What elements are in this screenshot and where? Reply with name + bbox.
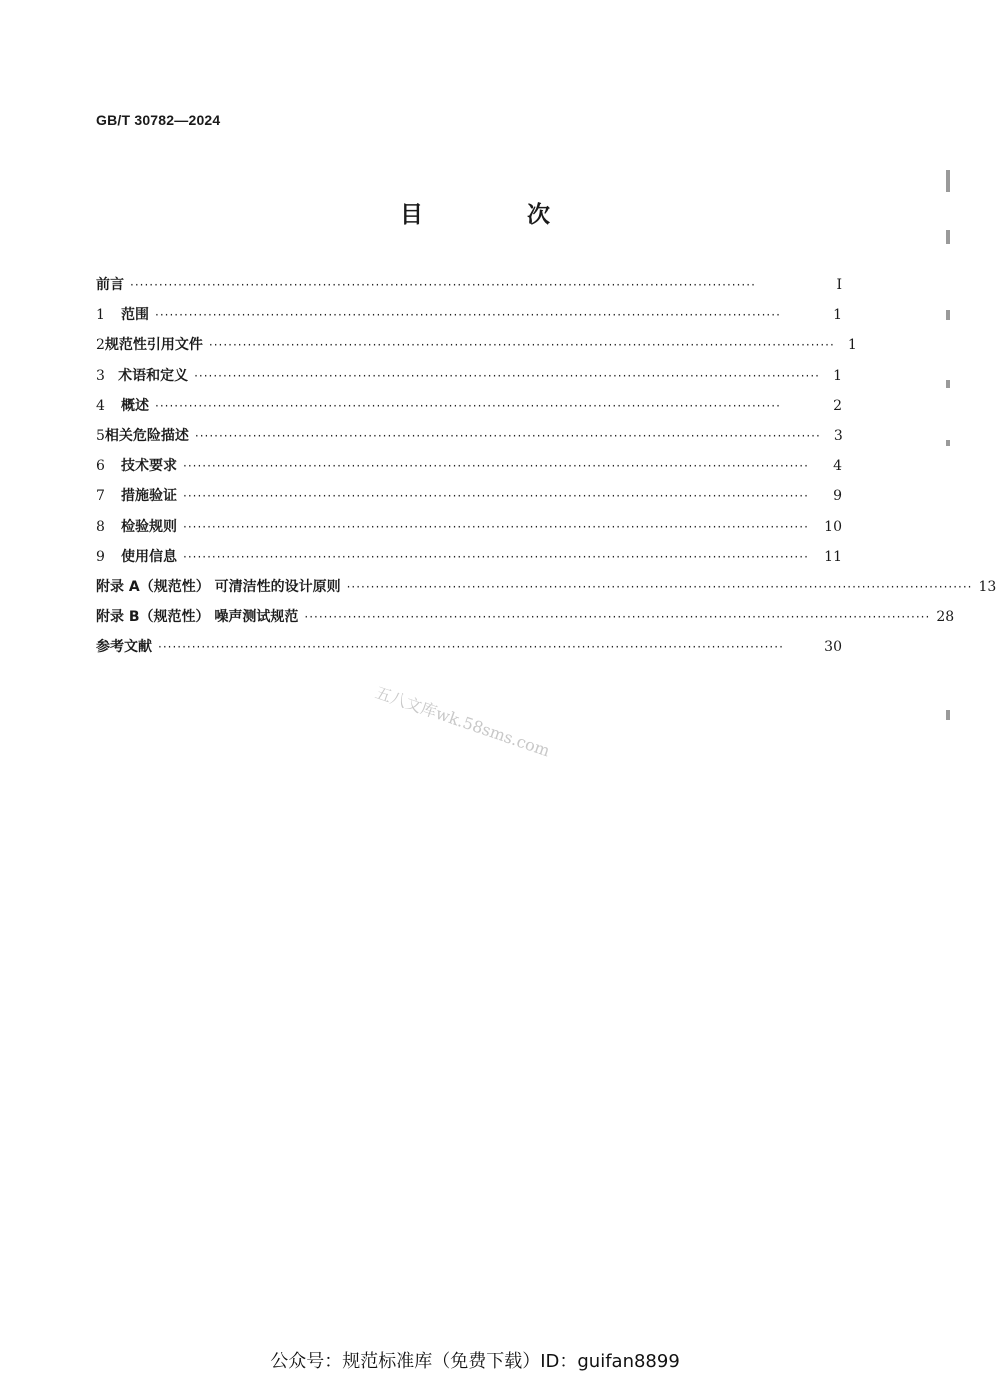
toc-entry-bibliography[interactable] [96, 636, 842, 666]
toc-entry-overview[interactable] [96, 395, 842, 425]
toc-entry-number: 7 [96, 488, 105, 505]
toc-entry-terms[interactable] [96, 365, 842, 395]
toc-entry-number: 8 [96, 518, 105, 535]
toc-leader-dots: ·································································································································· [155, 308, 781, 323]
toc-entry-page: 1 [833, 367, 842, 384]
toc-entry-number: 2 [96, 337, 105, 354]
toc-leader-dots: ·································································································································· [183, 549, 809, 564]
toc-entry-label: 前言 [96, 277, 124, 293]
toc-entry-label: 技术要求 [121, 458, 177, 475]
toc-entry-page: 4 [833, 458, 842, 475]
toc-entry-page: 9 [833, 488, 842, 505]
toc-leader-dots: ·································································································································· [304, 610, 931, 625]
toc-entry-page: 28 [936, 609, 955, 626]
toc-entry-label: 检验规则 [121, 518, 177, 535]
toc-entry-label: 附录 A（规范性） 可清洁性的设计原则 [96, 578, 341, 595]
toc-entry-annex-a[interactable] [96, 576, 996, 606]
toc-leader-dots: ·································································································································· [158, 640, 784, 655]
toc-entry-hazards[interactable] [96, 425, 842, 455]
toc-leader-dots: ·································································································································· [208, 338, 835, 353]
toc-leader-dots: ·································································································································· [183, 489, 809, 504]
toc-entry-number: 6 [96, 458, 105, 475]
toc-entry-annex-b[interactable] [96, 606, 955, 636]
toc-entry-label: 范围 [121, 307, 149, 324]
toc-entry-number: 5 [96, 427, 105, 444]
toc-entry-verification[interactable] [96, 485, 842, 515]
toc-entry-label: 附录 B（规范性） 噪声测试规范 [96, 609, 299, 626]
toc-leader-dots: ·································································································································· [155, 398, 781, 413]
toc-entry-inspection-rules[interactable] [96, 516, 842, 546]
toc-entry-page: 3 [833, 427, 843, 444]
toc-entry-page: 11 [824, 548, 842, 565]
toc-entry-page: 1 [847, 337, 857, 354]
toc-entry-technical-requirements[interactable] [96, 455, 842, 485]
scan-edge-marks [945, 170, 950, 730]
toc-entry-page: 1 [833, 307, 842, 324]
toc-entry-label: 使用信息 [121, 548, 177, 565]
toc-leader-dots: ·································································································································· [194, 428, 821, 443]
toc-leader-dots: ·································································································································· [183, 459, 809, 474]
toc-entry-scope[interactable] [96, 304, 842, 334]
toc-entry-page: Ⅰ [836, 277, 842, 293]
toc-entry-number: 9 [96, 548, 105, 565]
watermark: 五八文库wk.58sms.com [372, 682, 553, 761]
toc-entry-label: 概述 [121, 397, 149, 414]
toc-entry-page: 2 [833, 397, 842, 414]
toc-leader-dots: ·································································································································· [183, 519, 809, 534]
toc-entry-label: 参考文献 [96, 639, 152, 656]
toc-entry-usage-info[interactable] [96, 546, 842, 576]
toc-entry-page: 13 [978, 578, 996, 595]
table-of-contents [96, 274, 996, 666]
toc-entry-normative-references[interactable] [96, 334, 857, 364]
standard-code: GB/T 30782—2024 [96, 112, 221, 128]
toc-entry-page: 30 [824, 639, 842, 656]
toc-entry-number: 1 [96, 307, 105, 324]
toc-entry-label: 措施验证 [121, 488, 177, 505]
toc-entry-foreword[interactable] [96, 274, 842, 304]
footer-note: 公众号：规范标准库（免费下载）ID：guifan8899 [270, 1351, 680, 1372]
toc-entry-number: 4 [96, 397, 105, 414]
toc-title: 目 次 [399, 202, 598, 228]
toc-entry-number: 3 [96, 367, 105, 384]
toc-leader-dots: ·································································································································· [130, 278, 756, 292]
toc-entry-label: 术语和定义 [118, 367, 189, 384]
toc-leader-dots: ·································································································································· [346, 579, 973, 594]
toc-leader-dots: ·································································································································· [194, 368, 820, 383]
toc-entry-label: 规范性引用文件 [104, 337, 203, 354]
toc-entry-page: 10 [824, 518, 842, 535]
toc-entry-label: 相关危险描述 [104, 427, 189, 444]
